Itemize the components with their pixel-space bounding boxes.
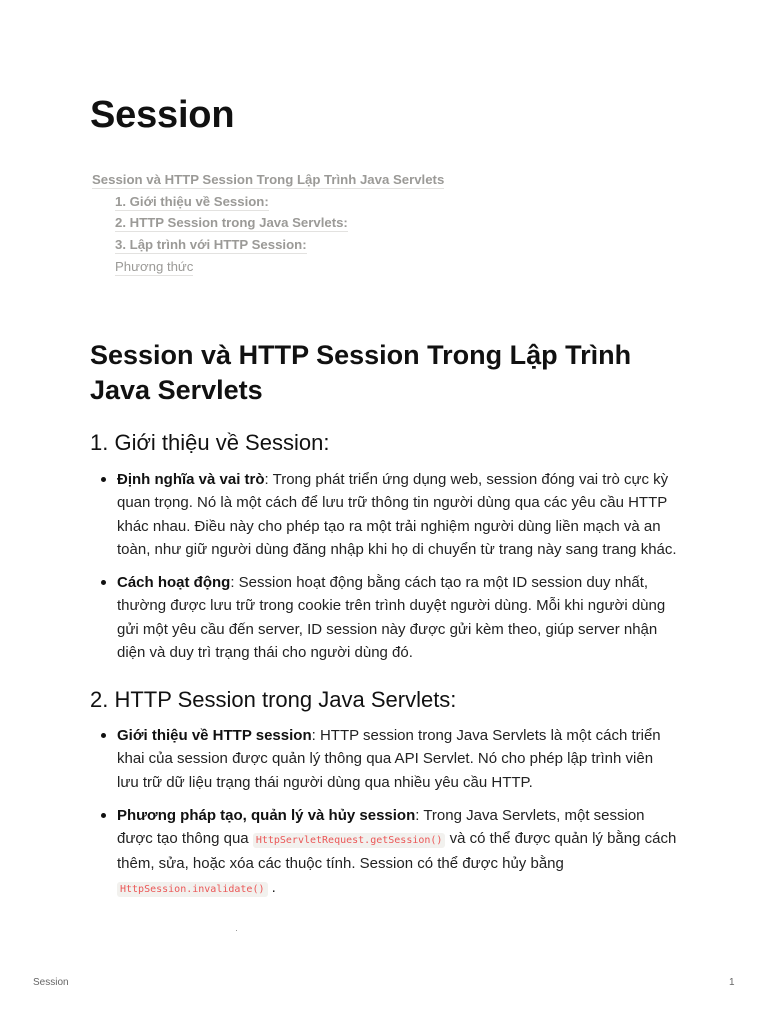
item-text: : Session hoạt động bằng cách tạo ra một ID session duy nhất, thường được lưu trữ trong cookie trên trình duyệt người dùng. Mỗi khi người dùng gửi một yêu cầu đến server, ID session này được gửi kèm theo, giúp server nhận diện và duy trì trạng thái cho người dùng đó. — [117, 574, 666, 662]
item-term: Định nghĩa và vai trò — [117, 471, 265, 488]
footer-title: Session — [33, 977, 69, 988]
inline-code: HttpServletRequest.getSession() — [253, 833, 446, 848]
bullet-icon — [101, 580, 106, 585]
item-text: và có thể được quản lý bằng cách thêm, sửa, hoặc xóa các thuộc tính. Session có thể được hủy bằng — [117, 830, 677, 873]
bullet-icon — [101, 733, 106, 738]
item-text: : HTTP session trong Java Servlets là một cách triển khai của session được quản lý thông qua API Servlet. Nó cho phép lập trình viên lưu trữ dữ liệu trạng thái người dùng qua nhiều yêu cầu HTTP. — [117, 727, 661, 791]
stray-dot — [236, 930, 237, 931]
table-of-contents — [92, 172, 444, 280]
toc-link-main[interactable]: Session và HTTP Session Trong Lập Trình Java Servlets — [92, 172, 445, 187]
item-term: Giới thiệu về HTTP session — [117, 727, 312, 744]
item-term: Phương pháp tạo, quản lý và hủy session — [117, 806, 416, 824]
item-text: : Trong Java Servlets, một session được tạo thông qua — [117, 806, 645, 848]
page-title: Session — [90, 94, 235, 136]
list-item — [117, 571, 677, 664]
section-1-list — [90, 468, 677, 664]
list-item — [117, 804, 677, 901]
bullet-icon — [101, 813, 106, 818]
item-text: : Trong phát triển ứng dụng web, session đóng vai trò cực kỳ quan trọng. Nó là một cách để lưu trữ thông tin người dùng qua các yêu cầu HTTP khác nhau. Điều này cho phép tạo ra một trải nghiệm người dùng liền mạch và an toàn, như giữ người dùng đăng nhập khi họ di chuyển từ trang này sang trang khác. — [117, 471, 677, 558]
toc-link-section-1[interactable]: 1. Giới thiệu về Session: — [115, 193, 269, 209]
list-item — [117, 724, 677, 794]
toc-link-section-2[interactable]: 2. HTTP Session trong Java Servlets: — [115, 215, 348, 231]
item-text: . — [267, 878, 276, 896]
footer-page-number: 1 — [729, 977, 735, 988]
inline-code: HttpSession.invalidate() — [117, 882, 268, 897]
bullet-icon — [101, 477, 106, 482]
toc-link-methods[interactable]: Phương thức — [115, 258, 194, 274]
section-2-heading: 2. HTTP Session trong Java Servlets: — [90, 687, 457, 712]
toc-link-section-3[interactable]: 3. Lập trình với HTTP Session: — [115, 237, 307, 253]
document-heading: Session và HTTP Session Trong Lập Trình Java Servlets — [90, 340, 632, 405]
item-term: Cách hoạt động — [117, 574, 231, 592]
list-item — [117, 468, 677, 561]
section-1-heading: 1. Giới thiệu về Session: — [90, 430, 330, 455]
section-2-list — [90, 724, 677, 901]
